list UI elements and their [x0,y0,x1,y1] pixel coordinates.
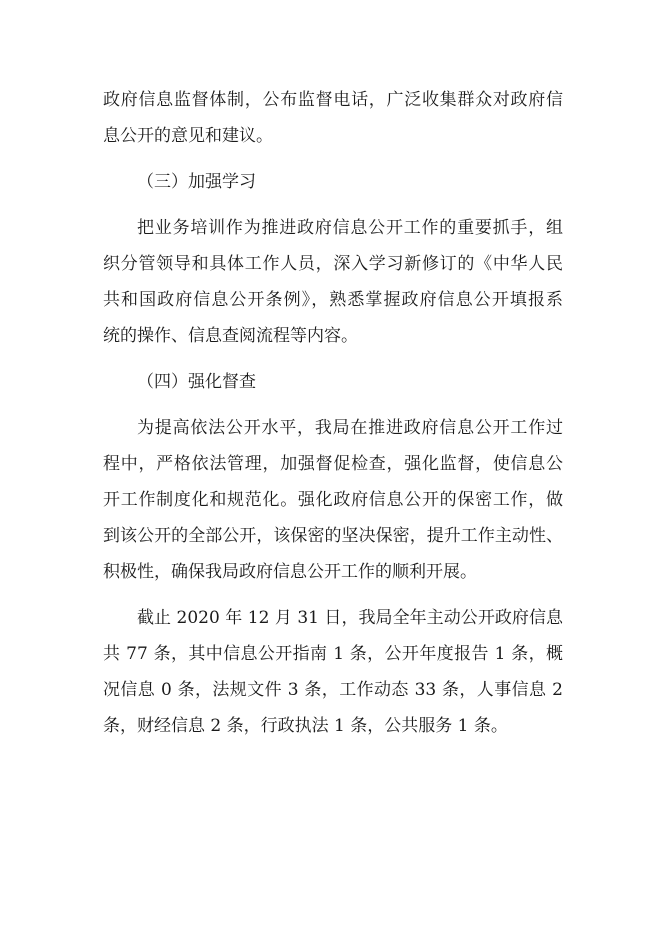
text-line: 开工作制度化和规范化。强化政府信息公开的保密工作，做 [103,490,563,510]
text-line: 统的操作、信息查阅流程等内容。 [103,326,358,346]
section-heading-supervision [103,364,563,400]
document-body [103,82,563,754]
text-line: 共 77 条，其中信息公开指南 1 条，公开年度报告 1 条，概 [103,644,563,664]
text-line: 程中，严格依法管理，加强督促检查，强化监督，使信息公 [103,454,563,474]
heading-text: （三）加强学习 [137,172,256,192]
text-line: 为提高依法公开水平，我局在推进政府信息公开工作过 [137,418,563,438]
text-line: 到该公开的全部公开，该保密的坚决保密，提升工作主动性、 [103,526,563,546]
text-line: 条，财经信息 2 条，行政执法 1 条，公共服务 1 条。 [103,716,508,736]
paragraph-supervision [103,82,563,154]
text-line: 共和国政府信息公开条例》，熟悉掌握政府信息公开填报系 [103,290,563,310]
section-heading-learning [103,164,563,200]
text-line: 把业务培训作为推进政府信息公开工作的重要抓手，组 [137,218,563,238]
text-line: 截止 2020 年 12 月 31 日，我局全年主动公开政府信息 [137,608,563,628]
paragraph-oversight [103,410,563,590]
text-line: 织分管领导和具体工作人员，深入学习新修订的《中华人民 [103,254,563,274]
text-line: 政府信息监督体制，公布监督电话，广泛收集群众对政府信 [103,90,563,110]
paragraph-training [103,210,563,354]
text-line: 况信息 0 条，法规文件 3 条，工作动态 33 条，人事信息 2 [103,680,563,700]
text-line: 积极性，确保我局政府信息公开工作的顺利开展。 [103,562,477,582]
paragraph-statistics [103,600,563,744]
heading-text: （四）强化督查 [137,372,256,392]
text-line: 息公开的意见和建议。 [103,126,273,146]
